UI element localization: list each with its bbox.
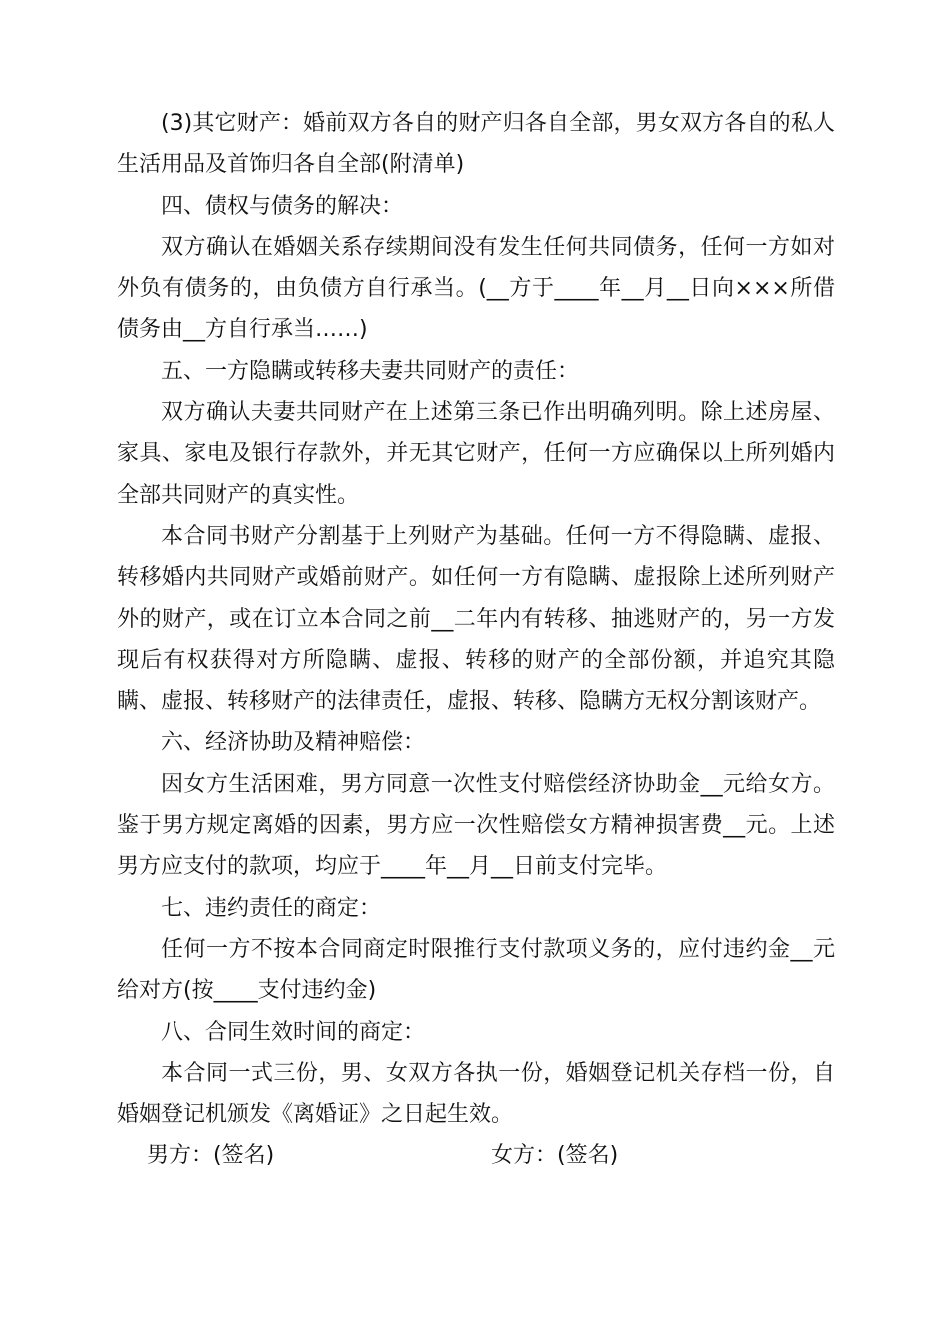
paragraph-compensation: 因女方生活困难，男方同意一次性支付赔偿经济协助金__元给女方。鉴于男方规定离婚的因素，男方应一次性赔偿女方精神损害费__元。上述男方应支付的款项，均应于____年__月__日前支付完毕。 — [117, 771, 835, 880]
signature-row — [117, 1135, 835, 1176]
paragraph-other-property: (3)其它财产：婚前双方各自的财产归各自全部，男女双方各自的私人生活用品及首饰归各自全部(附清单) — [117, 111, 835, 178]
heading-section-4: 四、债权与债务的解决： — [161, 193, 404, 219]
paragraph-property-confirmation: 双方确认夫妻共同财产在上述第三条已作出明确列明。除上述房屋、家具、家电及银行存款外，并无其它财产，任何一方应确保以上所列婚内全部共同财产的真实性。 — [117, 400, 835, 508]
paragraph-breach-penalty: 任何一方不按本合同商定时限推行支付款项义务的，应付违约金__元给对方(按____支付违约金) — [117, 936, 835, 1004]
female-signature-label: 女方：(签名) — [491, 1143, 619, 1169]
heading-section-5: 五、一方隐瞒或转移夫妻共同财产的责任： — [161, 358, 580, 384]
heading-section-6: 六、经济协助及精神赔偿： — [161, 730, 426, 756]
heading-section-7: 七、违约责任的商定： — [161, 895, 382, 921]
document-body — [117, 103, 835, 1177]
paragraph-debts: 双方确认在婚姻关系存续期间没有发生任何共同债务，任何一方如对外负有债务的，由负债方自行承当。(__方于____年__月__日向×××所借债务由__方自行承当……) — [117, 234, 835, 343]
male-signature-label: 男方：(签名) — [147, 1143, 275, 1169]
heading-section-8: 八、合同生效时间的商定： — [161, 1019, 426, 1045]
paragraph-concealment-liability: 本合同书财产分割基于上列财产为基础。任何一方不得隐瞒、虚报、转移婚内共同财产或婚前财产。如任何一方有隐瞒、虚报除上述所列财产外的财产，或在订立本合同之前__二年内有转移、抽逃财产的，另一方发现后有权获得对方所隐瞒、虚报、转移的财产的全部份额，并追究其隐瞒、虚报、转移财产的法律责任，虚报、转移、隐瞒方无权分割该财产。 — [117, 523, 835, 715]
paragraph-effective-date: 本合同一式三份，男、女双方各执一份，婚姻登记机关存档一份，自婚姻登记机颁发《离婚证》之日起生效。 — [117, 1060, 835, 1128]
